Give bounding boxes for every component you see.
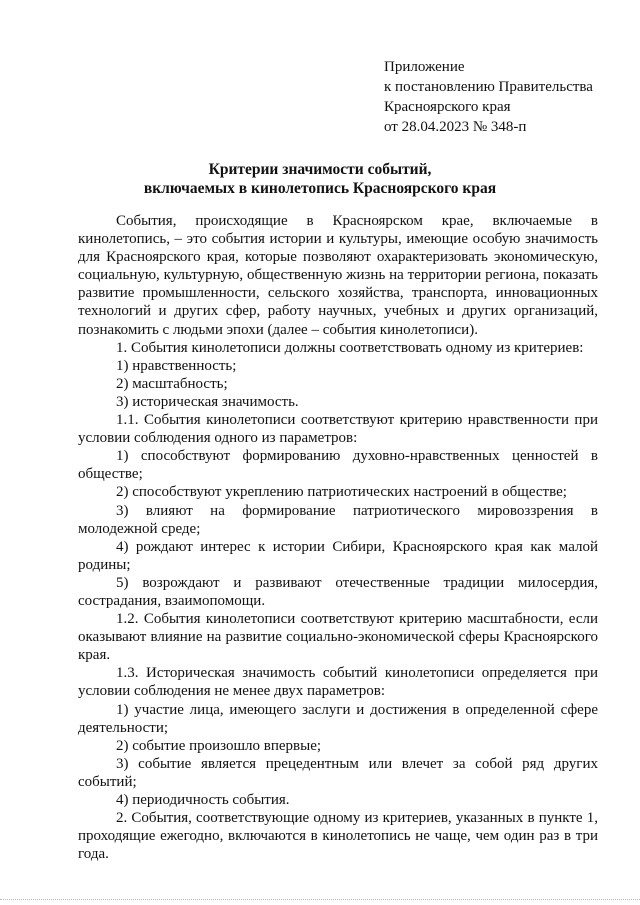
list-item: 5) возрождают и развивают отечественные традиции милосердия, сострадания, взаимопомощи. — [78, 574, 598, 609]
appendix-date-number: от 28.04.2023 № 348-п — [384, 119, 527, 135]
title-line: Критерии значимости событий, — [208, 161, 432, 178]
paragraph: 1. События кинолетописи должны соответствовать одному из критериев: — [116, 339, 584, 356]
list-item: 2) масштабность; — [116, 375, 228, 392]
list-item: 3) событие является прецедентным или влечет за собой ряд других событий; — [78, 755, 598, 790]
appendix-line: Приложение — [384, 59, 465, 75]
list-item: 4) периодичность события. — [116, 792, 290, 808]
scan-edge-divider — [0, 899, 640, 901]
appendix-line: Красноярского края — [384, 99, 511, 115]
document-title — [0, 160, 640, 198]
list-item: 3) историческая значимость. — [116, 393, 299, 410]
paragraph: 1.3. Историческая значимость событий кинолетописи определяется при условии соблюдения не менее двух параметров: — [78, 665, 598, 700]
list-item: 4) рождают интерес к истории Сибири, Красноярского края как малой родины; — [78, 538, 598, 573]
list-item: 1) способствуют формированию духовно-нравственных ценностей в обществе; — [78, 448, 598, 483]
appendix-line: к постановлению Правительства — [384, 79, 593, 95]
list-item: 3) влияют на формирование патриотического мировоззрения в молодежной среде; — [78, 502, 598, 537]
list-item: 2) способствуют укреплению патриотических настроений в обществе; — [116, 484, 567, 501]
intro-paragraph: События, происходящие в Красноярском крае, включаемые в кинолетопись, – это события истории и культуры, имеющие особую значимость для Красноярского края, которые позволяют охарактеризовать экономическую, социальную, культурную, общественную жизнь на территории региона, показать развитие промышленности, сельского хозяйства, транспорта, инновационных технологий и других сфер, работу научных, учебных и других организаций, познакомить с людьми эпохи (далее – события кинолетописи). — [78, 213, 598, 338]
paragraph: 2. События, соответствующие одному из критериев, указанных в пункте 1, проходящие ежегодно, включаются в кинолетопись не чаще, чем один раз в три года. — [78, 810, 598, 863]
list-item: 1) нравственность; — [116, 357, 237, 374]
list-item: 2) событие произошло впервые; — [116, 737, 322, 754]
paragraph: 1.2. События кинолетописи соответствуют критерию масштабности, если оказывают влияние на развитие социально-экономической сферы Красноярского края. — [78, 611, 598, 664]
paragraph: 1.1. События кинолетописи соответствуют критерию нравственности при условии соблюдения одного из параметров: — [78, 412, 598, 447]
document-body — [78, 212, 598, 863]
list-item: 1) участие лица, имеющего заслуги и достижения в определенной сфере деятельности; — [78, 701, 598, 736]
title-line: включаемых в кинолетопись Красноярского края — [143, 180, 497, 197]
appendix-block — [384, 57, 593, 137]
